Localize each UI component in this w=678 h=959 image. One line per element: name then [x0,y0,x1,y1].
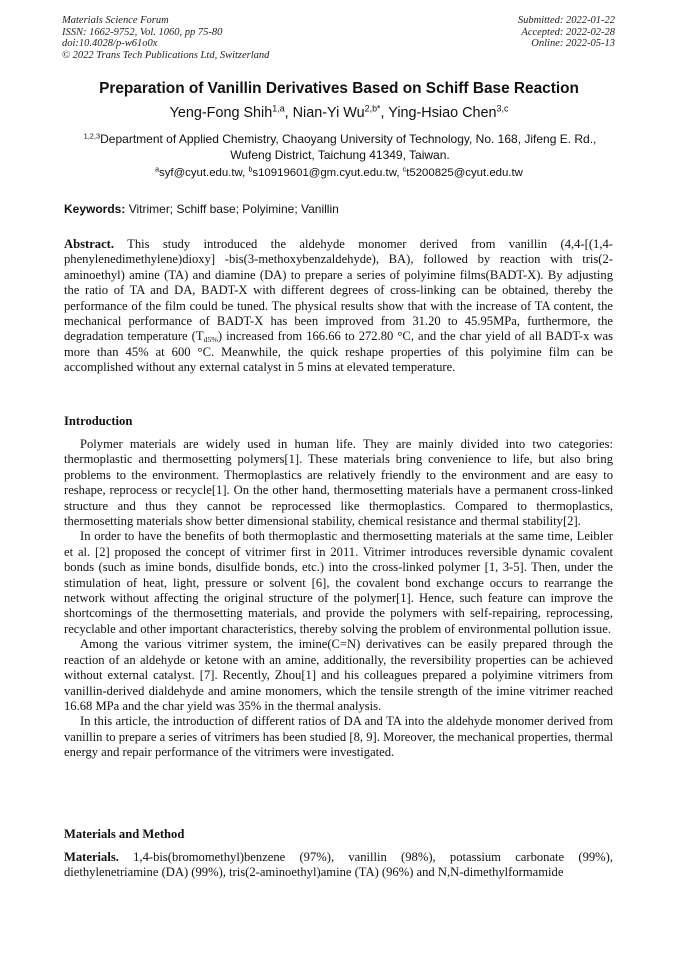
intro-paragraph: Among the various vitrimer system, the imine(C=N) derivatives can be easily prepared through the reaction of an aldehyde or ketone with an amine, additionally, the reversibility properties can be achieved without external catalyst. [7]. Recently, Zhou[1] and his colleagues prepared a polyimine vitrimers from vanillin-derived dialdehyde and amine monomers, which the tensile strength of the imine vitrimer reached 16.68 MPa and the char yield was 35% in the thermal analysis. [64,637,613,713]
affiliation-text: Department of Applied Chemistry, Chaoyang University of Technology, No. 168, Jifeng E. Rd., Wufeng District, Taichung 41349, Taiwan. [100,132,597,162]
email-list [0,167,678,179]
abstract-text: This study introduced the aldehyde monomer derived from vanillin (4,4-[(1,4-phenylenedimethylene)dioxy] -bis(3-methoxybenzaldehyde), BA), followed by reaction with tris(2-aminoethyl) amine (TA) and diamine (DA) to prepare a series of polyimine films(BADT-X). By adjusting the ratio of TA and DA, BADT-X with different degrees of cross-linking can be obtained, thereby the performance of the film could be tuned. The physical results show that with the increase of TA content, the mechanical performance of BADT-X has been improved from 31.20 to 45.95MPa, furthermore, the degradation temperature (T [64,237,613,344]
author-name: Ying-Hsiao Chen [388,105,497,121]
intro-paragraph: In order to have the benefits of both thermoplastic and thermosetting materials at the same time, Leibler et al. [2] proposed the concept of vitrimer first in 2011. Vitrimer introduces reversible dynamic covalent bonds (such as imine bonds, disulfide bonds, etc.) into the cross-linked polymer [1, 3-5]. Then, under the stimulation of heat, light, pressure or solvent [6], the covalent bond exchange occurs to rearrange the network without affecting the original structure of the polymer[1]. Hence, such feature can improve the shortcomings of the thermosetting materials, and provide the polymers with self-repairing, reprocessing, recyclable and other important characteristics, thereby solving the problem of environmental pollution issue. [64,529,613,636]
issn-line: ISSN: 1662-9752, Vol. 1060, pp 75-80 [62,26,223,38]
email-link[interactable]: t5200825@cyut.edu.tw [406,167,523,179]
email-sup: c [402,166,407,174]
materials-paragraph [64,850,613,881]
journal-name: Materials Science Forum [62,15,169,26]
copyright-line: © 2022 Trans Tech Publications Ltd, Switzerland [62,49,270,61]
email-sep: , [242,167,249,179]
intro-paragraph: In this article, the introduction of different ratios of DA and TA into the aldehyde monomer derived from vanillin to prepare a series of vitrimers has been studied [8, 9]. Moreover, the mechanical properties, thermal energy and repair performance of the vitrimers were investigated. [64,714,613,760]
keywords-text: Vitrimer; Schiff base; Polyimine; Vanillin [125,202,339,216]
author-sep: , [284,105,293,121]
introduction-body [64,437,613,761]
author-affil-sup: 2,b* [364,103,381,114]
email-sup: b [248,166,253,174]
section-heading-materials-method: Materials and Method [64,827,185,841]
materials-body [64,850,613,881]
accepted-date: Accepted: 2022-02-28 [521,26,615,38]
keywords-label: Keywords: [64,202,126,216]
author-list [0,105,678,121]
journal-header [62,15,269,61]
affiliation-sup: 1,2,3 [83,131,101,141]
online-date: Online: 2022-05-13 [531,38,615,49]
doi-line: doi:10.4028/p-w61o0x [62,38,158,49]
intro-paragraph: Polymer materials are widely used in human life. They are mainly divided into two categories: thermoplastic and thermosetting polymers[1]. These materials bring convenience to life, but also bring problems to the environment. Thermoplastics are relatively friendly to the environment and are easy to reshape, reprocess or recycle[1]. On the other hand, thermosetting materials have a permanent cross-linked structure and thus they cannot be reprocessed like thermoplastics. Compared to thermoplastics, thermosetting materials show better dimensional stability, chemical resistance and thermal stability[2]. [64,437,613,529]
email-link[interactable]: s10919601@gm.cyut.edu.tw [252,167,397,179]
paper-title: Preparation of Vanillin Derivatives Based on Schiff Base Reaction [99,80,579,97]
dates-header [518,15,615,50]
author-name: Nian-Yi Wu [292,105,365,121]
submitted-date: Submitted: 2022-01-22 [517,15,615,26]
email-link[interactable]: syf@cyut.edu.tw [159,167,243,179]
author-sep: , [380,105,389,121]
email-sup: a [155,166,160,174]
section-heading-introduction: Introduction [64,414,133,428]
materials-label: Materials. [64,850,119,864]
author-affil-sup: 3,c [496,103,509,114]
materials-text: 1,4-bis(bromomethyl)benzene (97%), vanillin (98%), potassium carbonate (99%), diethylenetriamine (DA) (99%), tris(2-aminoethyl)amine (TA) (96%) and N,N-dimethylformamide [64,850,613,880]
abstract-label: Abstract. [64,237,115,251]
author-name: Yeng-Fong Shih [169,105,273,121]
affiliation [64,131,616,163]
email-sep: , [396,167,403,179]
keywords [64,202,339,216]
abstract-text-cont: ) increased from 166.66 to 272.80 °C, and the char yield of all BADT-x was more than 45% at 600 °C. Meanwhile, the quick reshape properties of this polyimine film can be accomplished without any external catalyst in 5 mins at elevated temperature. [64,329,614,375]
author-affil-sup: 1,a [272,103,285,114]
abstract-subscript: d5% [203,335,218,345]
abstract [64,237,613,376]
